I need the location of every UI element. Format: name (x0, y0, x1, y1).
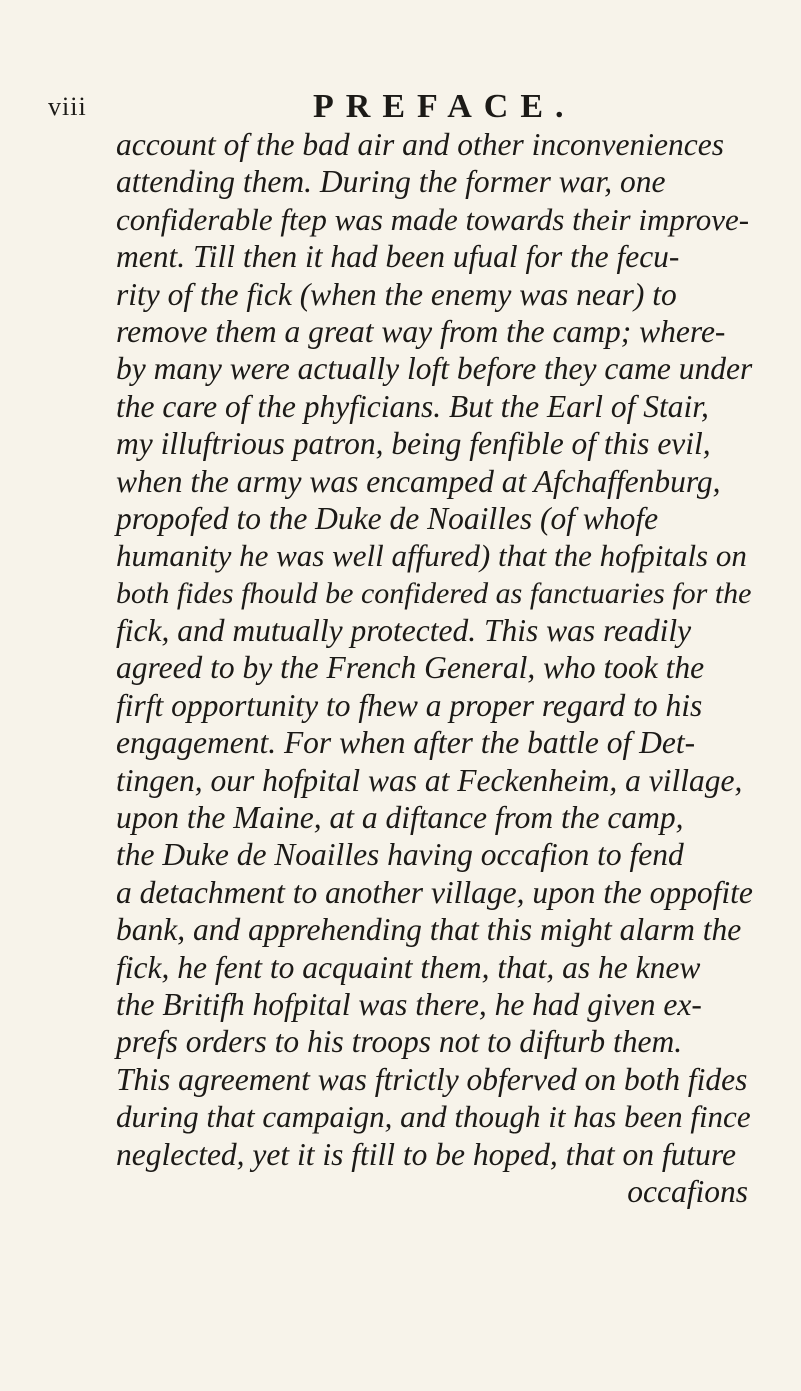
text-line: engagement. For when after the battle of Det- (116, 725, 696, 761)
text-line: during that campaign, and though it has been fince (116, 1099, 751, 1135)
text-line: propofed to the Duke de Noailles (of whofe (116, 500, 659, 536)
text-line: upon the Maine, at a diftance from the camp, (116, 800, 684, 836)
text-line: fick, he fent to acquaint them, that, as he knew (116, 949, 701, 985)
text-line: prefs orders to his troops not to difturb them. (116, 1024, 683, 1060)
text-line: firft opportunity to fhew a proper regard to his (116, 687, 703, 723)
text-line: ment. Till then it had been ufual for the fecu- (116, 239, 680, 275)
text-line: agreed to by the French General, who took the (116, 650, 705, 686)
text-line: remove them a great way from the camp; where- (116, 313, 726, 349)
text-line: both fides fhould be confidered as fanctuaries for the (116, 576, 752, 610)
text-line: tingen, our hofpital was at Feckenheim, a village, (116, 762, 743, 798)
text-line: my illuftrious patron, being fenfible of this evil, (116, 426, 711, 462)
text-line: This agreement was ftrictly obferved on both fides (116, 1061, 748, 1097)
text-line: humanity he was well affured) that the hofpitals on (116, 538, 747, 574)
page-header (0, 88, 801, 128)
text-line: the Duke de Noailles having occafion to fend (116, 837, 684, 873)
body-text (116, 126, 756, 1210)
text-line: a detachment to another village, upon the oppofite (116, 874, 753, 910)
text-line: bank, and apprehending that this might alarm the (116, 912, 742, 948)
text-line: the care of the phyficians. But the Earl of Stair, (116, 388, 709, 424)
text-line: the Britifh hofpital was there, he had given ex- (116, 986, 702, 1022)
text-line: attending them. During the former war, one (116, 164, 666, 200)
text-line: by many were actually loft before they came under (116, 351, 753, 387)
text-line: when the army was encamped at Afchaffenburg, (116, 463, 721, 499)
text-line: rity of the fick (when the enemy was near) to (116, 276, 677, 312)
page-number: viii (48, 92, 87, 121)
text-line: fick, and mutually protected. This was readily (116, 613, 692, 649)
text-line: account of the bad air and other inconveniences (116, 127, 724, 162)
catchword: occafions (627, 1173, 748, 1209)
text-line: neglected, yet it is ftill to be hoped, that on future (116, 1136, 736, 1172)
text-line: confiderable ftep was made towards their improve- (116, 201, 750, 237)
running-head: PREFACE. (313, 88, 576, 125)
